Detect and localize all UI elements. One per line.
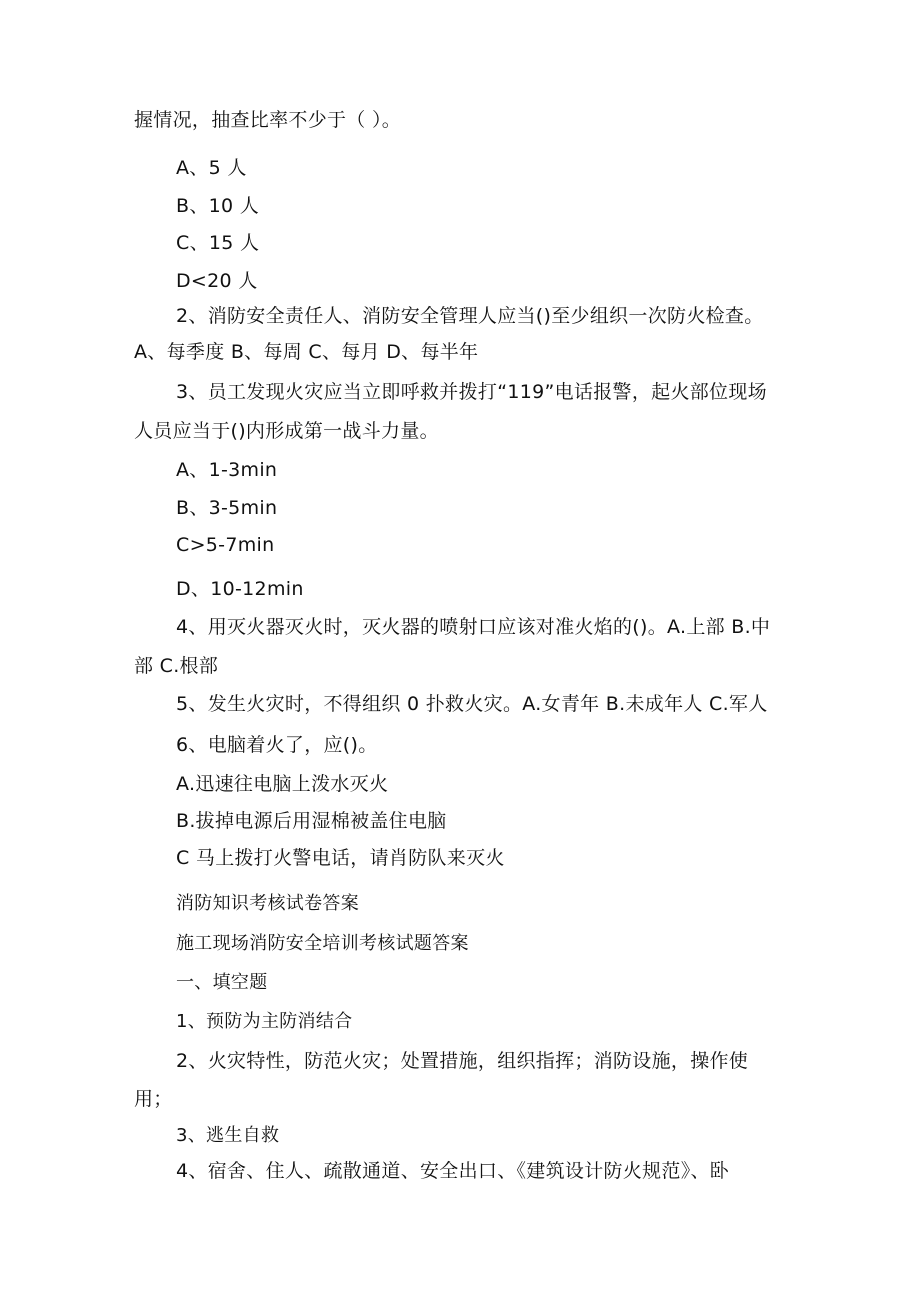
answer-line: 4、宿舍、住人、疏散通道、安全出口、《建筑设计防火规范》、卧 bbox=[176, 1160, 730, 1182]
text-line: A、每季度 B、每周 C、每月 D、每半年 bbox=[134, 341, 479, 363]
option-line: C 马上拨打火警电话，请肖防队来灭火 bbox=[176, 847, 505, 869]
option-line: A、5 人 bbox=[176, 157, 247, 179]
section-heading: 消防知识考核试卷答案 bbox=[176, 893, 359, 914]
option-line: C>5-7min bbox=[176, 534, 275, 556]
text-line: 部 C.根部 bbox=[134, 655, 219, 677]
option-line: B、3-5min bbox=[176, 497, 278, 519]
question-line: 6、电脑着火了，应()。 bbox=[176, 734, 378, 756]
option-line: A.迅速往电脑上泼水灭火 bbox=[176, 773, 389, 795]
option-line: C、15 人 bbox=[176, 232, 260, 254]
option-line: B.拔掉电源后用湿棉被盖住电脑 bbox=[176, 810, 447, 832]
option-line: B、10 人 bbox=[176, 195, 260, 217]
option-line: A、1-3min bbox=[176, 459, 278, 481]
section-heading: 一、填空题 bbox=[176, 972, 268, 993]
answer-line: 3、逃生自救 bbox=[176, 1125, 280, 1146]
answer-line: 1、预防为主防消结合 bbox=[176, 1011, 353, 1032]
question-line: 3、员工发现火灾应当立即呼救并拨打“119”电话报警，起火部位现场 bbox=[176, 381, 767, 403]
question-line: 2、消防安全责任人、消防安全管理人应当()至少组织一次防火检查。 bbox=[176, 305, 764, 327]
question-line: 5、发生火灾时，不得组织 0 扑救火灾。A.女青年 B.未成年人 C.军人 bbox=[176, 693, 768, 715]
option-line: D、10-12min bbox=[176, 578, 304, 600]
text-line: 握情况，抽查比率不少于（ ）。 bbox=[134, 109, 402, 131]
text-line: 人员应当于()内形成第一战斗力量。 bbox=[134, 420, 439, 442]
question-line: 4、用灭火器灭火时，灭火器的喷射口应该对准火焰的()。A.上部 B.中 bbox=[176, 616, 771, 638]
option-line: D<20 人 bbox=[176, 270, 258, 292]
text-line: 用； bbox=[134, 1088, 173, 1110]
section-heading: 施工现场消防安全培训考核试题答案 bbox=[176, 933, 469, 954]
answer-line: 2、火灾特性，防范火灾；处置措施，组织指挥；消防设施，操作使 bbox=[176, 1050, 749, 1072]
